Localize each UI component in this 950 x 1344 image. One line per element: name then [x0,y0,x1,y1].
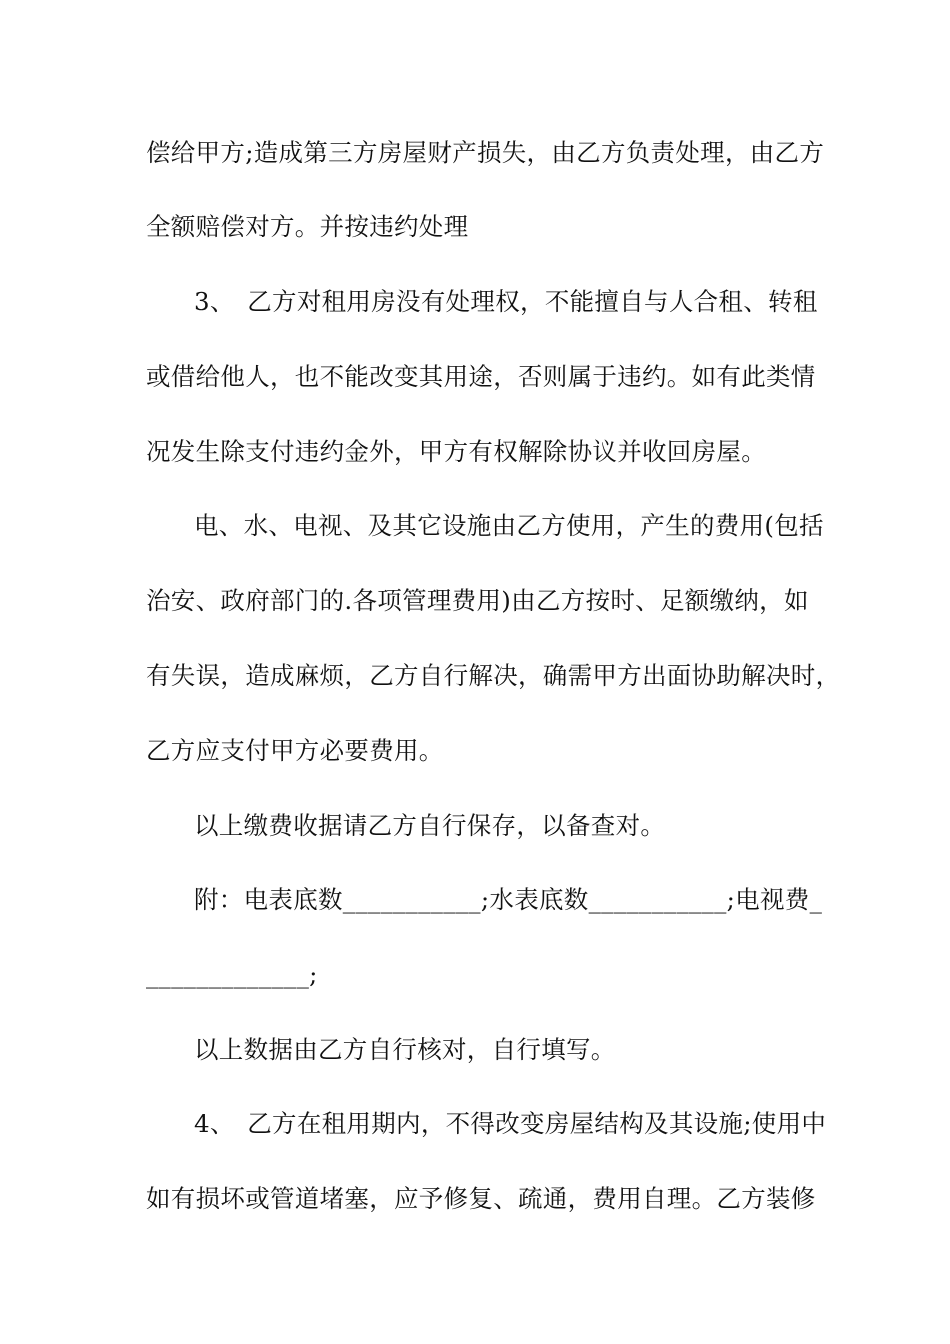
paragraph-line: 或借给他人，也不能改变其用途，否则属于违约。如有此类情 [146,362,816,391]
paragraph-line: 偿给甲方;造成第三方房屋财产损失，由乙方负责处理，由乙方 [146,138,825,167]
paragraph-line: 如有损坏或管道堵塞，应予修复、疏通，费用自理。乙方装修 [146,1184,816,1213]
paragraph-line: 全额赔偿对方。并按违约处理 [146,212,469,241]
paragraph-line: 治安、政府部门的.各项管理费用)由乙方按时、足额缴纳，如 [146,586,809,615]
paragraph-line: 况发生除支付违约金外，甲方有权解除协议并收回房屋。 [146,437,766,466]
paragraph-line: 有失误，造成麻烦，乙方自行解决，确需甲方出面协助解决时， [146,661,841,690]
paragraph-line: 乙方应支付甲方必要费用。 [146,736,444,765]
receipt-note-line: 以上缴费收据请乙方自行保存，以备查对。 [194,811,666,840]
meter-readings-line-continued: _____________; [146,960,318,989]
clause-4-line: 4、 乙方在租用期内，不得改变房屋结构及其设施;使用中 [194,1109,827,1138]
self-check-note-line: 以上数据由乙方自行核对，自行填写。 [194,1035,616,1064]
utilities-paragraph-line: 电、水、电视、及其它设施由乙方使用，产生的费用(包括 [194,511,824,540]
meter-readings-line: 附：电表底数___________;水表底数___________;电视费_ [194,885,823,914]
clause-3-line: 3、 乙方对租用房没有处理权，不能擅自与人合租、转租 [194,287,818,316]
